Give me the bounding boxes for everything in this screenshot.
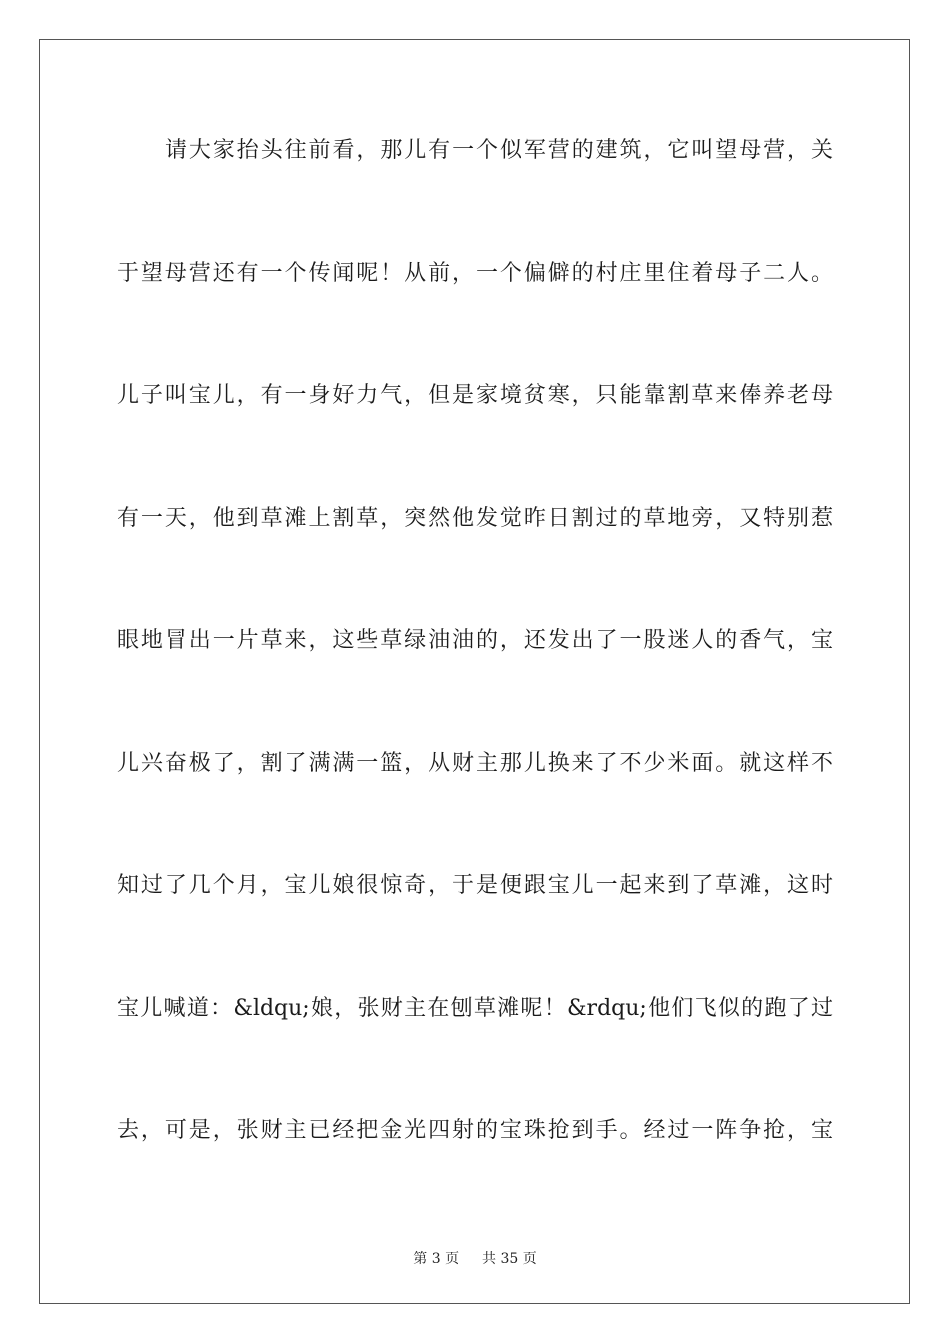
text-line-8: 宝儿喊道：&ldqu;娘，张财主在刨草滩呢！&rdqu;他们飞似的跑了过 xyxy=(117,995,833,1021)
text-line-4: 有一天，他到草滩上割草，突然他发觉昨日割过的草地旁，又特别惹 xyxy=(117,505,833,531)
text-line-6: 儿兴奋极了，割了满满一篮，从财主那儿换来了不少米面。就这样不 xyxy=(117,750,833,776)
page-footer xyxy=(0,1248,950,1268)
text-line-7: 知过了几个月，宝儿娘很惊奇，于是便跟宝儿一起来到了草滩，这时 xyxy=(117,873,833,898)
text-line-1: 请大家抬头往前看，那儿有一个似军营的建筑，它叫望母营，关 xyxy=(165,138,833,163)
text-line-2: 于望母营还有一个传闻呢！从前，一个偏僻的村庄里住着母子二人。 xyxy=(117,260,833,286)
text-line-9: 去，可是，张财主已经把金光四射的宝珠抢到手。经过一阵争抢，宝 xyxy=(117,1118,833,1143)
page-number: 第 3 页 xyxy=(413,1251,460,1267)
text-line-3: 儿子叫宝儿，有一身好力气，但是家境贫寒，只能靠割草来俸养老母 xyxy=(117,383,833,408)
page-total: 共 35 页 xyxy=(482,1251,537,1267)
text-line-5: 眼地冒出一片草来，这些草绿油油的，还发出了一股迷人的香气，宝 xyxy=(117,628,833,653)
document-body xyxy=(117,126,833,1229)
